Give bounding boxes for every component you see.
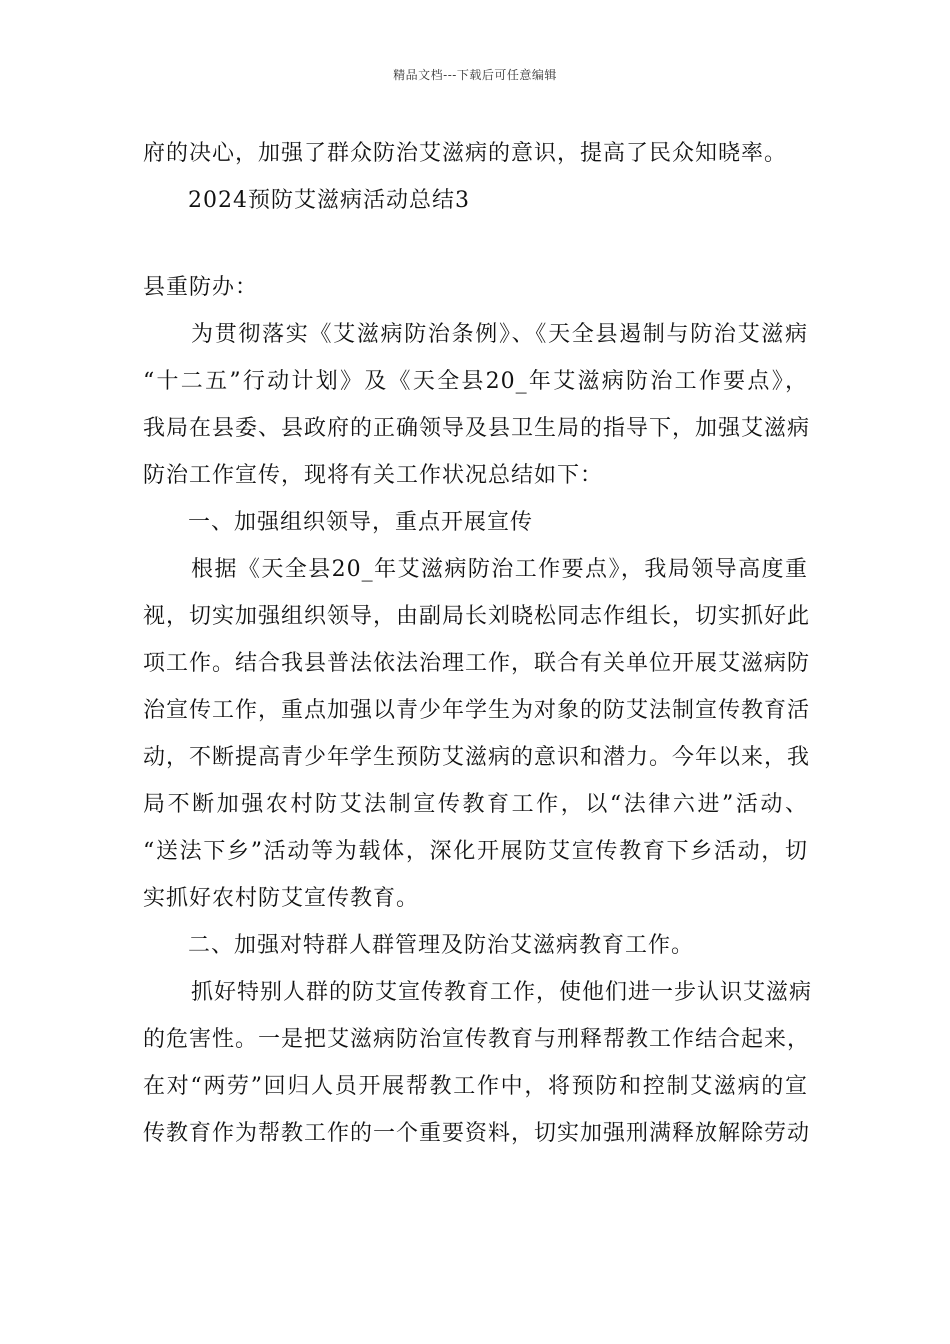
section-title: 2024预防艾滋病活动总结3	[188, 188, 470, 213]
paragraph-line: 为贯彻落实《艾滋病防治条例》、《天全县遏制与防治艾滋病	[191, 322, 808, 347]
paragraph-line: 的危害性。一是把艾滋病防治宣传教育与刑释帮教工作结合起来，	[143, 1027, 811, 1052]
section-heading: 一、加强组织领导，重点开展宣传	[188, 510, 534, 535]
paragraph-line: 局不断加强农村防艾法制宣传教育工作，以“法律六进”活动、	[143, 792, 808, 817]
blank-space	[143, 224, 808, 264]
paragraph-line: 防治工作宣传，现将有关工作状况总结如下：	[143, 463, 604, 488]
paragraph-line: 府的决心，加强了群众防治艾滋病的意识，提高了民众知晓率。	[143, 141, 788, 166]
paragraph-line: 我局在县委、县政府的正确领导及县卫生局的指导下，加强艾滋病	[143, 416, 811, 441]
paragraph-line: 动，不断提高青少年学生预防艾滋病的意识和潜力。今年以来，我	[143, 745, 811, 770]
paragraph-line: 实抓好农村防艾宣传教育。	[143, 886, 420, 911]
document-body	[143, 130, 813, 1157]
paragraph-line: 视，切实加强组织领导，由副局长刘晓松同志作组长，切实抓好此	[143, 604, 811, 629]
paragraph-line: 传教育作为帮教工作的一个重要资料，切实加强刑满释放解除劳动	[143, 1121, 811, 1146]
paragraph-line: 项工作。结合我县普法依法治理工作，联合有关单位开展艾滋病防	[143, 651, 811, 676]
section-heading: 二、加强对特群人群管理及防治艾滋病教育工作。	[188, 933, 695, 958]
paragraph-line: 抓好特别人群的防艾宣传教育工作，使他们进一步认识艾滋病	[191, 980, 813, 1005]
paragraph-line: “十二五”行动计划》及《天全县20_年艾滋病防治工作要点》，	[143, 369, 808, 394]
paragraph-line: 在对“两劳”回归人员开展帮教工作中，将预防和控制艾滋病的宣	[143, 1074, 808, 1099]
paragraph-line: 根据《天全县20_年艾滋病防治工作要点》，我局领导高度重	[191, 557, 808, 582]
page-header: 精品文档---下载后可任意编辑	[393, 68, 557, 82]
salutation: 县重防办：	[143, 275, 259, 300]
paragraph-line: 治宣传工作，重点加强以青少年学生为对象的防艾法制宣传教育活	[143, 698, 811, 723]
paragraph-line: “送法下乡”活动等为载体，深化开展防艾宣传教育下乡活动，切	[143, 839, 808, 864]
